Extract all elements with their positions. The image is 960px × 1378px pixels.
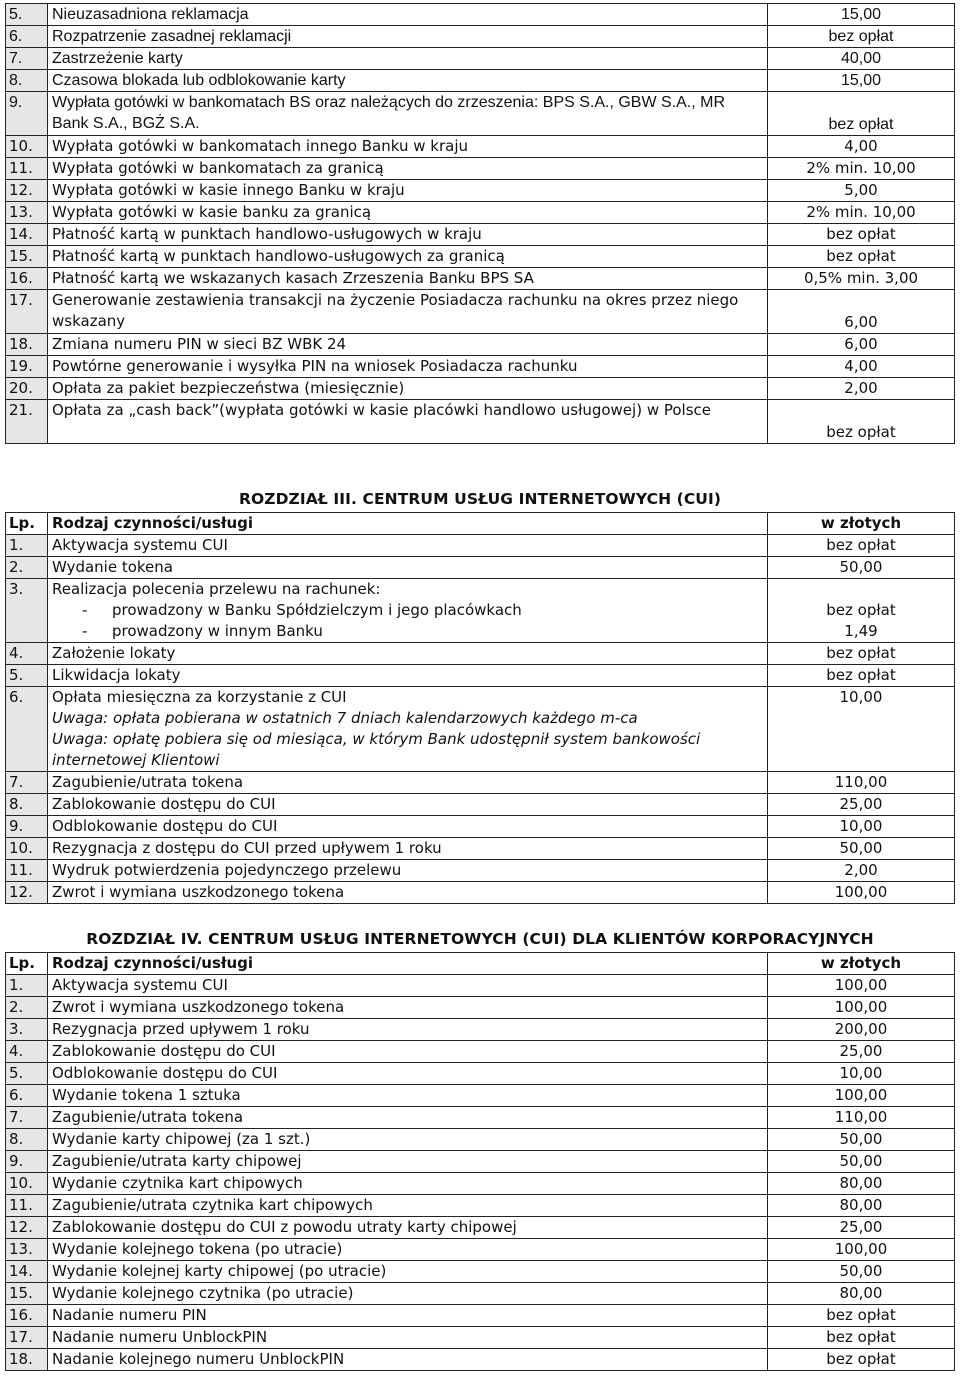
service-name: Wypłata gotówki w kasie banku za granicą [48,202,768,224]
fee-value: bez opłat [768,246,955,268]
fee-cell [768,535,955,557]
service-name: Założenie lokaty [52,644,176,662]
table-row [6,4,955,26]
table-row [6,136,955,158]
table-row [6,1261,955,1283]
service-name: Likwidacja lokaty [52,666,181,684]
fee-cell [768,1019,955,1041]
service-cell [48,1173,768,1195]
sub-item-value: bez opłat [826,601,896,619]
service-cell [48,1283,768,1305]
service-cell [48,535,768,557]
fee-cell [768,1173,955,1195]
service-name: Nadanie numeru UnblockPIN [52,1328,268,1346]
table-row [6,838,955,860]
row-number: 17. [6,1327,48,1349]
fees-table-cui [5,512,955,904]
sub-item-value: 1,49 [844,622,878,640]
service-cell [48,997,768,1019]
service-name: Płatność kartą w punktach handlowo-usługowych za granicą [48,246,768,268]
fee-value: 110,00 [834,773,888,791]
row-number: 2. [6,997,48,1019]
table-row [6,665,955,687]
row-number: 12. [6,180,48,202]
note-text: Uwaga: opłata pobierana w ostatnich 7 dniach kalendarzowych każdego m-ca [52,709,638,727]
sub-item [52,600,763,621]
service-name: Wydanie tokena 1 sztuka [52,1086,241,1104]
fee-value: 2% min. 10,00 [768,158,955,180]
fees-table-cards [5,3,955,444]
sub-item-dash: - [82,601,88,619]
fee-cell [768,643,955,665]
service-name: Nieuzasadniona reklamacja [48,4,768,26]
table-row [6,92,955,136]
table-row [6,378,955,400]
fee-value: 25,00 [839,795,883,813]
fee-value: 50,00 [839,839,883,857]
header-value: w złotych [768,513,955,535]
row-number: 9. [6,92,48,136]
table-row [6,687,955,772]
fee-value: bez opłat [768,26,955,48]
table-header-row [6,953,955,975]
row-number: 11. [6,158,48,180]
table-row [6,1151,955,1173]
service-name: Wydanie karty chipowej (za 1 szt.) [52,1130,311,1148]
fee-cell [768,997,955,1019]
service-name: Odblokowanie dostępu do CUI [52,817,278,835]
service-name: Odblokowanie dostępu do CUI [52,1064,278,1082]
service-cell [48,1019,768,1041]
fee-value: 40,00 [768,48,955,70]
fee-value: bez opłat [826,1350,896,1368]
table-row [6,180,955,202]
fee-value: 50,00 [839,1130,883,1148]
service-name: Płatność kartą we wskazanych kasach Zrzeszenia Banku BPS SA [48,268,768,290]
service-name: Wydanie kolejnego czytnika (po utracie) [52,1284,354,1302]
row-number: 13. [6,1239,48,1261]
row-number: 10. [6,136,48,158]
table-row [6,997,955,1019]
service-name: Opłata za pakiet bezpieczeństwa (miesięcznie) [48,378,768,400]
fee-value: 5,00 [768,180,955,202]
fee-value: 2,00 [768,378,955,400]
row-number: 16. [6,268,48,290]
row-number: 7. [6,48,48,70]
row-number: 16. [6,1305,48,1327]
service-name: Wypłata gotówki w kasie innego Banku w kraju [48,180,768,202]
fee-value: 0,5% min. 3,00 [768,268,955,290]
row-number: 6. [6,687,48,772]
table-row [6,1063,955,1085]
fee-value: bez opłat [826,1328,896,1346]
service-name: Rezygnacja z dostępu do CUI przed upływem 1 roku [52,839,442,857]
service-cell [48,687,768,772]
service-cell [48,557,768,579]
fee-cell [768,838,955,860]
service-cell [48,1085,768,1107]
table-row [6,202,955,224]
fee-value: 6,00 [768,334,955,356]
fee-cell [768,1041,955,1063]
table-row [6,975,955,997]
service-name: Wydanie czytnika kart chipowych [52,1174,303,1192]
service-name: Zagubienie/utrata czytnika kart chipowych [52,1196,373,1214]
fee-value: 2,00 [844,861,878,879]
sub-item [52,621,763,642]
service-name: Zastrzeżenie karty [48,48,768,70]
table-row [6,268,955,290]
table-row [6,70,955,92]
service-cell [48,1239,768,1261]
fee-value: 10,00 [839,817,883,835]
service-cell [48,1041,768,1063]
row-number: 7. [6,1107,48,1129]
fee-cell [768,1283,955,1305]
note-text: Uwaga: opłatę pobiera się od miesiąca, w którym Bank udostępnił system bankowości internetowej Klientowi [52,730,701,769]
service-cell [48,1151,768,1173]
service-name: Wydanie kolejnej karty chipowej (po utracie) [52,1262,387,1280]
table-row [6,882,955,904]
row-number: 4. [6,643,48,665]
fee-cell [768,1195,955,1217]
row-number: 18. [6,334,48,356]
service-cell [48,1195,768,1217]
fee-cell [768,1239,955,1261]
fee-value: 110,00 [834,1108,888,1126]
fee-cell [768,1151,955,1173]
service-name: Generowanie zestawienia transakcji na życzenie Posiadacza rachunku na okres przez niego wskazany [48,290,768,334]
section-3-title: ROZDZIAŁ III. CENTRUM USŁUG INTERNETOWYCH (CUI) [238,490,722,508]
sub-item-dash: - [82,622,88,640]
row-number: 5. [6,665,48,687]
fee-value: 4,00 [768,356,955,378]
fee-value: bez opłat [768,400,955,444]
fee-cell [768,579,955,643]
service-cell [48,1063,768,1085]
service-cell [48,1327,768,1349]
table-row [6,1129,955,1151]
table-row [6,1327,955,1349]
table-row [6,794,955,816]
table-row [6,1173,955,1195]
fee-spacer [772,579,950,600]
row-number: 8. [6,1129,48,1151]
header-lp: Lp. [6,953,48,975]
row-number: 3. [6,579,48,643]
table-row [6,772,955,794]
header-service: Rodzaj czynności/usługi [48,513,768,535]
service-cell [48,1217,768,1239]
sub-item-label: prowadzony w innym Banku [112,622,323,640]
row-number: 10. [6,838,48,860]
service-name: Zagubienie/utrata tokena [52,1108,244,1126]
service-name: Wypłata gotówki w bankomatach innego Banku w kraju [48,136,768,158]
fee-value: 80,00 [839,1196,883,1214]
table-row [6,356,955,378]
fee-value: 2% min. 10,00 [768,202,955,224]
row-number: 20. [6,378,48,400]
fee-cell [768,816,955,838]
row-number: 2. [6,557,48,579]
fee-value: 15,00 [768,70,955,92]
fee-cell [768,1129,955,1151]
fee-cell [768,794,955,816]
fee-value: 100,00 [834,976,888,994]
row-number: 5. [6,4,48,26]
row-number: 13. [6,202,48,224]
sub-item-label: prowadzony w Banku Spółdzielczym i jego placówkach [112,601,522,619]
row-number: 18. [6,1349,48,1371]
service-name: Aktywacja systemu CUI [52,536,228,554]
service-name: Zmiana numeru PIN w sieci BZ WBK 24 [48,334,768,356]
fee-value: bez opłat [768,92,955,136]
fee-value: 80,00 [839,1284,883,1302]
table-row [6,535,955,557]
service-name: Zwrot i wymiana uszkodzonego tokena [52,883,345,901]
service-name: Zwrot i wymiana uszkodzonego tokena [52,998,345,1016]
fee-value: 10,00 [839,1064,883,1082]
table-row [6,860,955,882]
row-number: 8. [6,70,48,92]
row-number: 12. [6,882,48,904]
fee-value: bez opłat [826,536,896,554]
row-number: 12. [6,1217,48,1239]
service-name: Aktywacja systemu CUI [52,976,228,994]
fee-cell [768,1217,955,1239]
service-name: Zagubienie/utrata tokena [52,773,244,791]
row-number: 21. [6,400,48,444]
table-row [6,643,955,665]
row-number: 14. [6,224,48,246]
fee-cell [768,557,955,579]
service-name: Wypłata gotówki w bankomatach BS oraz należących do zrzeszenia: BPS S.A., GBW S.A., MR Bank S.A., BGŻ S.A. [48,92,768,136]
table-row [6,816,955,838]
fee-cell [768,1327,955,1349]
table-row [6,290,955,334]
fee-value: 25,00 [839,1042,883,1060]
table-row [6,224,955,246]
service-name: Nadanie numeru PIN [52,1306,207,1324]
fees-table-cui-corporate [5,952,955,1371]
fee-value: 4,00 [768,136,955,158]
service-cell [48,794,768,816]
table-row [6,557,955,579]
table-row [6,1041,955,1063]
table-row [6,48,955,70]
service-name: Nadanie kolejnego numeru UnblockPIN [52,1350,345,1368]
row-number: 5. [6,1063,48,1085]
table-row [6,1283,955,1305]
service-name: Płatność kartą w punktach handlowo-usługowych w kraju [48,224,768,246]
fee-cell [768,882,955,904]
row-number: 9. [6,1151,48,1173]
row-number: 15. [6,246,48,268]
service-name: Wypłata gotówki w bankomatach za granicą [48,158,768,180]
table-row [6,26,955,48]
header-value: w złotych [768,953,955,975]
row-number: 3. [6,1019,48,1041]
fee-value: bez opłat [768,224,955,246]
fee-value: 100,00 [834,1240,888,1258]
row-number: 1. [6,535,48,557]
service-name: Czasowa blokada lub odblokowanie karty [48,70,768,92]
service-cell [48,1349,768,1371]
table-row [6,1239,955,1261]
row-number: 8. [6,794,48,816]
service-cell [48,882,768,904]
row-number: 6. [6,26,48,48]
fee-value: 50,00 [839,558,883,576]
table-header-row [6,513,955,535]
fee-value: 80,00 [839,1174,883,1192]
table-row [6,400,955,444]
table-row [6,1217,955,1239]
service-name: Wydanie tokena [52,558,173,576]
table-row [6,1195,955,1217]
fee-value: 100,00 [834,1086,888,1104]
fee-cell [768,772,955,794]
row-number: 6. [6,1085,48,1107]
service-name: Zagubienie/utrata karty chipowej [52,1152,302,1170]
service-cell [48,975,768,997]
service-cell [48,816,768,838]
fee-value: 100,00 [834,998,888,1016]
fee-cell [768,1349,955,1371]
row-number: 4. [6,1041,48,1063]
fee-value: 200,00 [834,1020,888,1038]
table-row [6,246,955,268]
service-cell [48,1305,768,1327]
service-cell [48,1129,768,1151]
service-name: Wydanie kolejnego tokena (po utracie) [52,1240,343,1258]
fee-cell [768,860,955,882]
fee-value: bez opłat [826,1306,896,1324]
service-name: Zablokowanie dostępu do CUI [52,795,276,813]
fee-cell [768,1063,955,1085]
header-service: Rodzaj czynności/usługi [48,953,768,975]
row-number: 15. [6,1283,48,1305]
service-name: Opłata miesięczna za korzystanie z CUI [52,688,347,706]
fee-cell [768,1305,955,1327]
fee-value: bez opłat [826,666,896,684]
fee-value: 15,00 [768,4,955,26]
service-cell [48,772,768,794]
table-row [6,579,955,643]
fee-value: bez opłat [826,644,896,662]
service-name: Realizacja polecenia przelewu na rachunek: [52,580,381,598]
table-row [6,1107,955,1129]
service-name: Zablokowanie dostępu do CUI [52,1042,276,1060]
service-name: Rozpatrzenie zasadnej reklamacji [48,26,768,48]
row-number: 10. [6,1173,48,1195]
fee-cell [768,665,955,687]
service-cell [48,665,768,687]
service-cell [48,860,768,882]
row-number: 14. [6,1261,48,1283]
table-row [6,158,955,180]
row-number: 11. [6,1195,48,1217]
service-cell [48,643,768,665]
service-cell [48,1107,768,1129]
table-row [6,1085,955,1107]
fee-cell [768,1107,955,1129]
fee-value: 50,00 [839,1262,883,1280]
service-name: Rezygnacja przed upływem 1 roku [52,1020,310,1038]
fee-cell [768,1261,955,1283]
service-cell [48,838,768,860]
fee-value: 25,00 [839,1218,883,1236]
service-cell [48,1261,768,1283]
row-number: 17. [6,290,48,334]
service-name: Wydruk potwierdzenia pojedynczego przelewu [52,861,402,879]
header-lp: Lp. [6,513,48,535]
fee-cell [768,687,955,772]
service-name: Zablokowanie dostępu do CUI z powodu utraty karty chipowej [52,1218,517,1236]
table-row [6,1305,955,1327]
service-name: Opłata za „cash back”(wypłata gotówki w kasie placówki handlowo usługowej) w Polsce [48,400,768,444]
row-number: 1. [6,975,48,997]
service-cell [48,579,768,643]
row-number: 7. [6,772,48,794]
table-row [6,1349,955,1371]
table-row [6,334,955,356]
fee-cell [768,1085,955,1107]
fee-value: 50,00 [839,1152,883,1170]
service-name: Powtórne generowanie i wysyłka PIN na wniosek Posiadacza rachunku [48,356,768,378]
row-number: 9. [6,816,48,838]
fee-value: 10,00 [839,688,883,706]
fee-value: 100,00 [834,883,888,901]
row-number: 11. [6,860,48,882]
row-number: 19. [6,356,48,378]
fee-value: 6,00 [768,290,955,334]
fee-cell [768,975,955,997]
section-4-title: ROZDZIAŁ IV. CENTRUM USŁUG INTERNETOWYCH (CUI) DLA KLIENTÓW KORPORACYJNYCH [86,930,874,948]
table-row [6,1019,955,1041]
